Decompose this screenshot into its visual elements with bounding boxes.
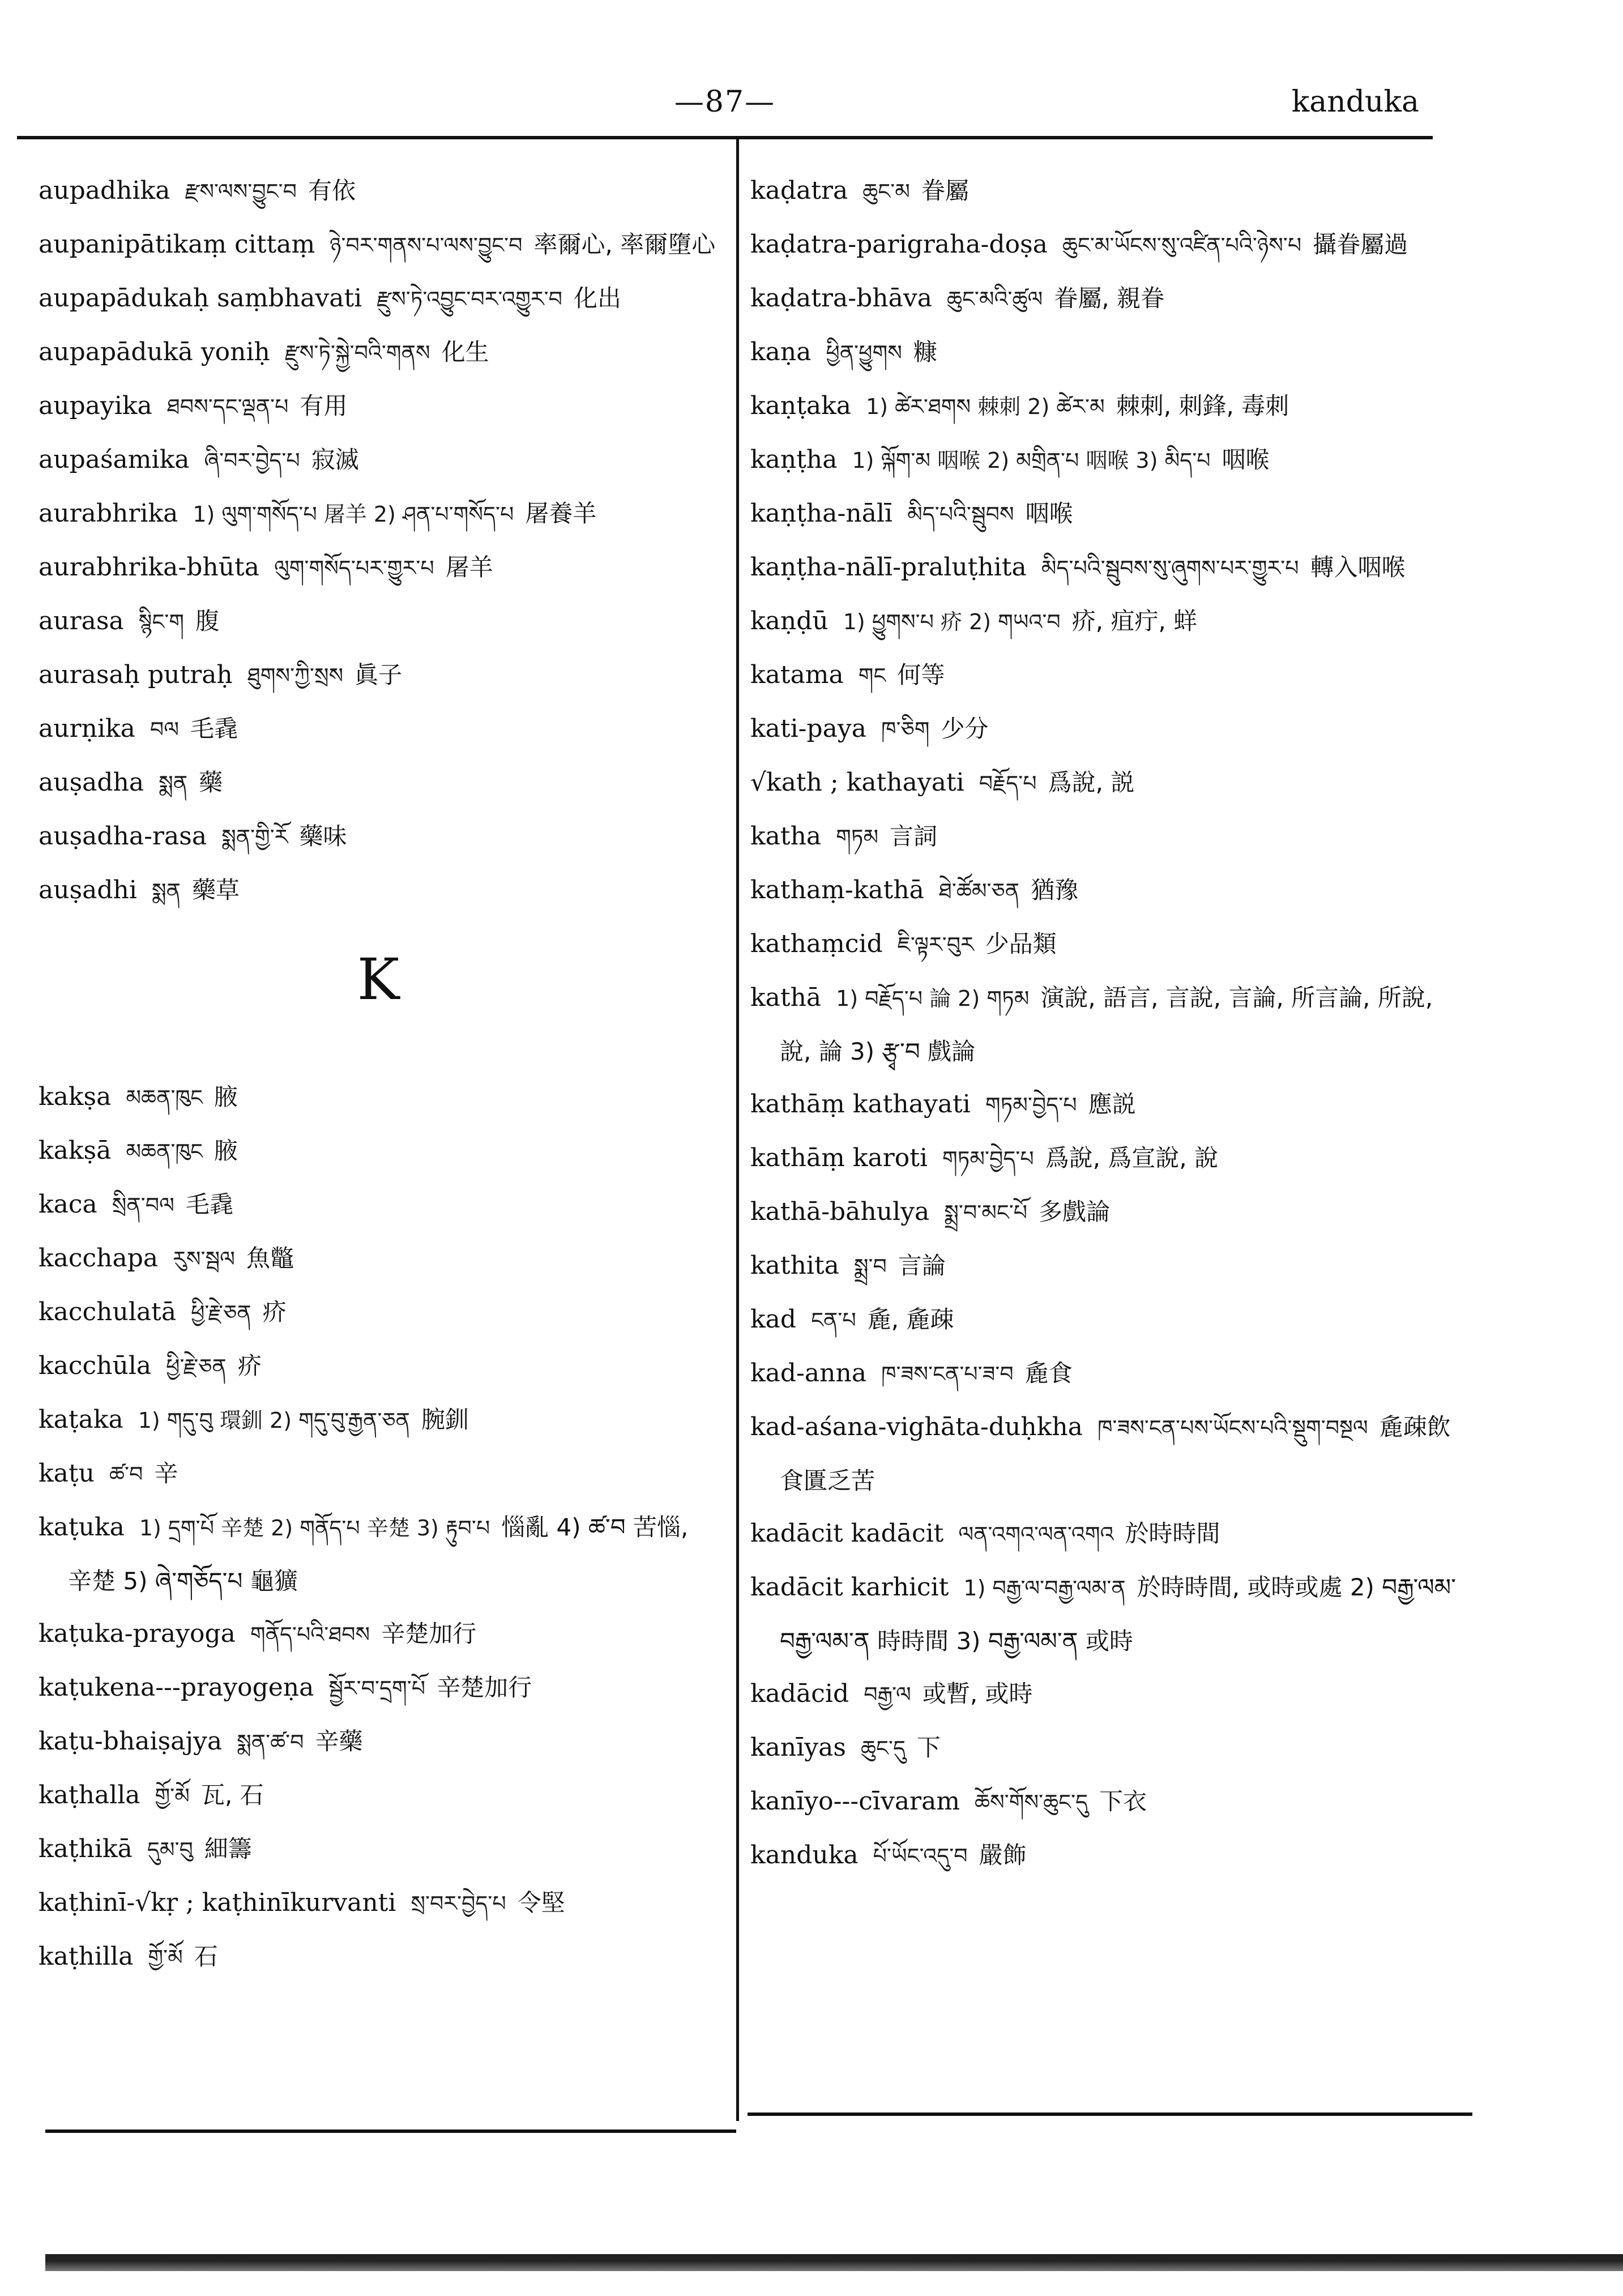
entry-chinese: 辛楚加行 (437, 1674, 532, 1701)
dictionary-entry (39, 1232, 718, 1286)
entry-headword: kaṇa (750, 338, 812, 366)
entry-tibetan: གཏམ་བྱེད་པ (942, 1146, 1034, 1171)
entry-tibetan: སྲ་བར་བྱེད་པ (411, 1891, 506, 1916)
dictionary-entry (750, 648, 1458, 702)
entry-tibetan: 1) ལྐོག་མ 咽喉 2) མགྲིན་པ 咽喉 3) མིད་པ (852, 448, 1211, 473)
entry-headword: kati-paya (750, 714, 867, 743)
entry-tibetan: མིད་པའི་སྦུབས (907, 502, 1014, 527)
entry-tibetan: གཏམ (836, 825, 879, 850)
entry-chinese: 麁, 麁疎 (867, 1305, 954, 1333)
dictionary-entry (39, 1715, 718, 1769)
entry-tibetan: གནོད་པའི་ཐབས (250, 1622, 370, 1647)
entry-tibetan: དུམ་བུ (147, 1837, 193, 1862)
entry-headword: kathāṃ karoti (750, 1143, 928, 1172)
entry-headword: kaṇṭaka (750, 391, 852, 420)
dictionary-entry (39, 1178, 718, 1232)
dictionary-entry (750, 1185, 1458, 1239)
entry-tibetan: ཆུང་མ (862, 179, 910, 204)
dictionary-entry (750, 810, 1458, 864)
entry-chinese: 令堅 (517, 1889, 565, 1917)
dictionary-entry (750, 1829, 1458, 1883)
entry-tibetan: 1) དྲག་པོ 辛楚 2) གནོད་པ 辛楚 3) རྟུབ་པ (139, 1516, 490, 1540)
entry-headword: kaṭhikā (39, 1834, 133, 1863)
entry-tibetan: རྫུས་ཏེ་སྐྱེ་བའི་གནས (284, 340, 430, 365)
entry-tibetan: ཞི་བར་བྱེད་པ (204, 448, 300, 473)
dictionary-entry (750, 1401, 1458, 1507)
entry-chinese: 魚鼈 (246, 1244, 294, 1272)
dictionary-entry (750, 595, 1458, 648)
entry-tibetan: ཕྱི་རྗེ་ཅན (166, 1354, 227, 1379)
entry-chinese: 猶豫 (1031, 876, 1079, 904)
entry-chinese: 於時時間 (1125, 1520, 1220, 1547)
entry-chinese: 棘刺, 刺鋒, 毒刺 (1116, 392, 1289, 420)
entry-headword: kanduka (750, 1841, 859, 1870)
entry-chinese: 麁疎飲食匱乏苦 (780, 1413, 1451, 1495)
entry-headword: kadācit karhicit (750, 1573, 949, 1602)
dictionary-entry (750, 1132, 1458, 1185)
entry-headword: kaṭhilla (39, 1942, 134, 1971)
entry-headword: kaṭhalla (39, 1781, 140, 1810)
entry-headword: aupapādukaḥ saṃbhavati (39, 284, 362, 313)
dictionary-entry (39, 1339, 718, 1393)
entry-tibetan: ཆུང་དུ (860, 1736, 906, 1761)
entry-chinese: 下 (916, 1734, 941, 1761)
entry-chinese: 糠 (913, 338, 937, 366)
dictionary-entry (750, 756, 1458, 810)
entry-headword: kathita (750, 1251, 839, 1280)
entry-chinese: 言論 (898, 1252, 946, 1279)
entry-chinese: 有用 (300, 392, 348, 420)
entry-tibetan: ཇི་ལྟར་བུར (897, 932, 974, 957)
right-column (750, 164, 1458, 1883)
entry-tibetan: ཉེ་བར་གནས་པ་ལས་བྱུང་བ (330, 233, 523, 258)
dictionary-entry (750, 1775, 1458, 1829)
entry-tibetan: ཁ་ཟས་ངན་པས་ཡོངས་པའི་སྡུག་བསྔལ (1097, 1415, 1368, 1440)
entry-tibetan: 1) བརྗོད་པ 論 2) གཏམ (836, 986, 1030, 1011)
entry-headword: auṣadhi (39, 876, 137, 904)
dictionary-entry (39, 1393, 718, 1447)
entry-headword: kaca (39, 1190, 97, 1219)
dictionary-entry (39, 379, 718, 433)
entry-headword: kaṭu-bhaiṣajya (39, 1727, 223, 1756)
entry-tibetan: ཐུགས་ཀྱི་སྲས (247, 663, 344, 688)
entry-tibetan: མཆན་ཁུང (126, 1085, 203, 1110)
dictionary-entry (39, 702, 718, 756)
entry-tibetan: 1) ལུག་གསོད་པ 屠羊 2) ཤན་པ་གསོད་པ (193, 502, 514, 527)
entry-chinese: 麁食 (1024, 1359, 1073, 1387)
dictionary-entry (750, 864, 1458, 917)
entry-tibetan: གང (858, 663, 886, 688)
entry-headword: kaṭuka-prayoga (39, 1619, 236, 1648)
entry-headword: aurṇika (39, 714, 135, 743)
entry-chinese: 爲說, 説 (1048, 769, 1135, 796)
entry-chinese: 或暫, 或時 (922, 1680, 1033, 1708)
entry-headword: aurasa (39, 607, 124, 635)
entry-headword: kadācid (750, 1679, 849, 1708)
dictionary-entry (750, 702, 1458, 756)
entry-tibetan: ཁ་ཅིག (881, 717, 930, 742)
entry-tibetan: 1) བརྒྱ་ལ་བརྒྱ་ལམ་ན (963, 1576, 1126, 1601)
entry-tibetan: ཁ་ཟས་ངན་པ་ཟ་བ (881, 1362, 1014, 1386)
dictionary-entry (750, 541, 1458, 595)
entry-chinese: 寂滅 (311, 446, 359, 473)
entry-chinese: 眞子 (355, 661, 403, 689)
dictionary-entry (39, 595, 718, 648)
entry-chinese: 腹 (195, 607, 220, 635)
entry-headword: kaṇṭha-nālī (750, 499, 893, 528)
entry-headword: kad-anna (750, 1359, 867, 1388)
entry-tibetan: ཐབས་དང་ལྡན་པ (166, 394, 289, 419)
dictionary-entry (39, 1876, 718, 1930)
bottom-rule-left (45, 2129, 736, 2133)
dictionary-entry (750, 1721, 1458, 1775)
entry-tibetan: ཕྱིན་ཕྱུགས (826, 340, 902, 365)
dictionary-entry (39, 487, 718, 541)
dictionary-entry (39, 1769, 718, 1823)
entry-headword: aupanipātikaṃ cittaṃ (39, 230, 315, 259)
entry-headword: aupayika (39, 391, 152, 420)
dictionary-entry (39, 433, 718, 487)
entry-chinese: 腕釧 (421, 1406, 469, 1433)
entry-headword: kad-aśana-vighāta-duḥkha (750, 1412, 1083, 1441)
dictionary-entry (750, 218, 1458, 272)
dictionary-entry (39, 864, 718, 917)
entry-headword: katama (750, 660, 844, 689)
entry-headword: kacchapa (39, 1244, 159, 1273)
dictionary-entry (39, 1124, 718, 1178)
dictionary-entry (750, 272, 1458, 326)
entry-chinese: 言詞 (890, 822, 938, 850)
entry-chinese: 腋 (213, 1137, 238, 1164)
entry-chinese: 眷屬 (921, 177, 969, 204)
entry-chinese: 藥 (199, 769, 223, 796)
entry-chinese: 咽喉 (1221, 446, 1270, 473)
dictionary-entry (750, 1667, 1458, 1721)
entry-headword: kathā-bāhulya (750, 1197, 930, 1226)
entry-headword: √kath ; kathayati (750, 768, 964, 797)
column-divider (736, 139, 739, 2121)
entry-headword: kanīyo---cīvaram (750, 1787, 960, 1816)
entry-tibetan: ཆུང་མའི་ཚུལ (946, 287, 1043, 311)
entry-headword: kad (750, 1305, 797, 1334)
entry-headword: kanīyas (750, 1733, 846, 1762)
dictionary-entry (39, 648, 718, 702)
entry-headword: kaṭu (39, 1459, 95, 1488)
entry-headword: kathā (750, 983, 822, 1012)
entry-chinese: 應説 (1088, 1090, 1136, 1118)
entry-headword: aupaśamika (39, 445, 190, 474)
entry-tibetan: སྨན་ཚ་བ (237, 1730, 304, 1755)
entry-headword: kathaṃ-kathā (750, 876, 924, 904)
entry-tibetan: ལན་འགའ་ལན་འགའ (958, 1522, 1114, 1547)
dictionary-entry (39, 1823, 718, 1876)
entry-headword: kaṭuka (39, 1513, 125, 1542)
entry-chinese: 疥, 疽疔, 蛘 (1071, 607, 1198, 635)
entry-chinese: 化生 (441, 338, 489, 366)
entry-headword: kakṣa (39, 1082, 112, 1111)
entry-chinese: 毛毳 (190, 715, 238, 742)
entry-chinese: 轉入咽喉 (1310, 553, 1406, 581)
entry-chinese: 疥 (237, 1352, 262, 1380)
dictionary-entry (750, 326, 1458, 379)
bottom-rule-right (748, 2113, 1472, 2116)
entry-tibetan: ཕྱི་རྗེ་ཅན (191, 1300, 251, 1325)
entry-chinese: 細籌 (204, 1835, 252, 1863)
dictionary-entry (39, 1501, 718, 1607)
entry-headword: kaṭaka (39, 1405, 123, 1434)
entry-tibetan: གྱོ་མོ (155, 1783, 190, 1808)
dictionary-entry (750, 1239, 1458, 1293)
dictionary-entry (750, 164, 1458, 218)
dictionary-entry (750, 917, 1458, 971)
entry-chinese: 演說, 語言, 言說, 言論, 所言論, 所說, 說, 論 3) རྩྭ་བ 戲論 (780, 984, 1433, 1065)
entry-headword: kaṇṭha (750, 445, 838, 474)
entry-chinese: 攝眷屬過 (1313, 231, 1408, 258)
dictionary-entry (39, 1930, 718, 1984)
entry-chinese: 腋 (213, 1083, 238, 1111)
running-head: kanduka (1291, 85, 1419, 119)
entry-headword: kaḍatra-bhāva (750, 284, 932, 313)
entry-tibetan: ཐེ་ཚོམ་ཅན (938, 878, 1020, 903)
entry-tibetan: 1) ཕྱུགས་པ 疥 2) གཡའ་བ (843, 609, 1061, 634)
page-number: —87— (674, 85, 776, 119)
entry-headword: kaṇḍū (750, 607, 828, 635)
entry-chinese: 少品類 (985, 930, 1057, 958)
entry-chinese: 下衣 (1099, 1787, 1147, 1815)
entry-chinese: 爲說, 爲宣說, 說 (1045, 1144, 1219, 1172)
entry-chinese: 瓦, 石 (200, 1781, 264, 1809)
entry-chinese: 疥 (262, 1298, 287, 1326)
entry-chinese: 惱亂 4) ཚ་བ 苦惱, 辛楚 5) ཞེ་གཅོད་པ 龜獷 (68, 1513, 689, 1595)
left-column (39, 164, 718, 1984)
entry-tibetan: རྫས་ལས་བྱུང་བ (185, 179, 297, 204)
entry-headword: aupapādukā yoniḥ (39, 338, 270, 366)
dictionary-entry (39, 272, 718, 326)
entry-chinese: 少分 (941, 715, 989, 742)
entry-headword: kakṣā (39, 1136, 112, 1165)
dictionary-entry (750, 1347, 1458, 1401)
entry-tibetan: སྨན (151, 878, 181, 903)
dictionary-entry (750, 1507, 1458, 1561)
dictionary-entry (39, 1070, 718, 1124)
entry-tibetan: ལུག་གསོད་པར་གྱུར་པ (274, 556, 434, 581)
entry-tibetan: རུས་སྦལ (173, 1247, 235, 1271)
entry-chinese: 咽喉 (1025, 500, 1073, 527)
dictionary-entry (750, 971, 1458, 1078)
entry-headword: kaṭukena---prayogeṇa (39, 1673, 314, 1702)
entry-chinese: 嚴飾 (979, 1841, 1027, 1869)
entry-tibetan: གཏམ་བྱེད་པ (985, 1092, 1077, 1117)
entry-headword: auṣadha (39, 768, 144, 797)
entry-tibetan: པོ་ཡོང་འདུ་བ (873, 1843, 968, 1868)
entry-headword: kaḍatra-parigraha-doṣa (750, 230, 1048, 259)
entry-chinese: 辛 (154, 1459, 178, 1487)
entry-tibetan: བལ (150, 717, 180, 742)
entry-headword: kadācit kadācit (750, 1519, 944, 1548)
entry-chinese: 何等 (897, 661, 945, 689)
entry-headword: aurasaḥ putraḥ (39, 660, 233, 689)
entry-tibetan: མཆན་ཁུང (126, 1139, 203, 1164)
entry-chinese: 屠養羊 (525, 500, 597, 527)
entry-chinese: 多戲論 (1039, 1198, 1111, 1226)
entry-tibetan: 1) གདུ་བུ 環釧 2) གདུ་བུ་རྒྱན་ཅན (138, 1408, 410, 1433)
dictionary-entry (750, 379, 1458, 433)
section-letter: K (357, 946, 400, 1013)
entry-headword: kathāṃ kathayati (750, 1090, 971, 1119)
entry-chinese: 毛毳 (185, 1190, 233, 1218)
entry-headword: aurabhrika (39, 499, 178, 528)
dictionary-entry (39, 1286, 718, 1339)
entry-headword: kathaṃcid (750, 929, 883, 958)
top-rule (17, 136, 1433, 139)
entry-headword: aurabhrika-bhūta (39, 553, 259, 582)
entry-tibetan: སྙིང་ག (138, 609, 185, 634)
dictionary-entry (39, 541, 718, 595)
entry-tibetan: བརྗོད་པ (979, 771, 1037, 796)
entry-chinese: 率爾心, 率爾墮心 (533, 231, 716, 258)
entry-tibetan: རྫུས་ཏེ་འབྱུང་བར་འགྱུར་བ (377, 287, 562, 311)
entry-tibetan: ཆུང་མ་ཡོངས་སུ་འཛིན་པའི་ཉེས་པ (1062, 233, 1302, 258)
entry-chinese: 有依 (307, 177, 356, 204)
entry-headword: auṣadha-rasa (39, 822, 207, 851)
entry-headword: kaḍatra (750, 176, 848, 205)
dictionary-entry (39, 810, 718, 864)
dictionary-entry (750, 1078, 1458, 1132)
entry-chinese: 藥草 (191, 876, 240, 904)
entry-tibetan: ཚ་བ (109, 1462, 143, 1487)
dictionary-entry (750, 433, 1458, 487)
entry-headword: kaṭhinī-√kṛ ; kaṭhinīkurvanti (39, 1888, 396, 1917)
entry-tibetan: སྦྱོར་བ་དྲག་པོ (328, 1676, 426, 1701)
entry-tibetan: 1) ཚེར་ཐགས 棘刺 2) ཚེར་མ (866, 394, 1105, 419)
entry-tibetan: བརྒྱ་ལ (864, 1682, 911, 1707)
entry-headword: kacchūla (39, 1351, 152, 1380)
entry-tibetan: སྨན (159, 771, 188, 796)
entry-chinese: 辛藥 (315, 1727, 363, 1755)
dictionary-entry (750, 1561, 1458, 1667)
entry-chinese: 眷屬, 親眷 (1054, 284, 1165, 312)
entry-tibetan: སྨན་གྱི་རོ (221, 825, 288, 850)
entry-tibetan: ངན་པ (811, 1308, 856, 1333)
dictionary-entry (39, 1447, 718, 1501)
dictionary-entry (750, 487, 1458, 541)
entry-chinese: 化出 (573, 284, 621, 312)
dictionary-entry (39, 164, 718, 218)
scan-edge (45, 2254, 1623, 2271)
entry-chinese: 屠羊 (445, 553, 493, 581)
entry-chinese: 辛楚加行 (381, 1620, 477, 1648)
entry-chinese: 於時時間, 或時或處 2) བརྒྱ་ལམ་བརྒྱ་ལམ་ན 時時間 3) བརྒྱ་ལམ་ན 或時 (780, 1573, 1457, 1655)
dictionary-entry (39, 756, 718, 810)
entry-headword: katha (750, 822, 822, 851)
entry-headword: kacchulatā (39, 1298, 177, 1326)
entry-tibetan: སྨྲ་བ་མང་པོ (944, 1200, 1028, 1225)
dictionary-entry (39, 1607, 718, 1661)
entry-tibetan: སྨྲ་བ (853, 1254, 887, 1279)
entry-tibetan: ཆོས་གོས་ཆུང་དུ (975, 1790, 1088, 1815)
entry-headword: kaṇṭha-nālī-praluṭhita (750, 553, 1027, 582)
entry-chinese: 藥味 (299, 822, 347, 850)
entry-tibetan: མིད་པའི་སྦུབས་སུ་ཞུགས་པར་གྱུར་པ (1041, 556, 1299, 581)
entry-tibetan: སྲིན་བལ (112, 1193, 174, 1218)
dictionary-entry (39, 218, 718, 272)
dictionary-entry (39, 1661, 718, 1715)
dictionary-entry (39, 326, 718, 379)
entry-headword: aupadhika (39, 176, 170, 205)
entry-chinese: 石 (194, 1943, 218, 1970)
dictionary-entry (750, 1293, 1458, 1347)
entry-tibetan: གྱོ་མོ (148, 1945, 183, 1970)
